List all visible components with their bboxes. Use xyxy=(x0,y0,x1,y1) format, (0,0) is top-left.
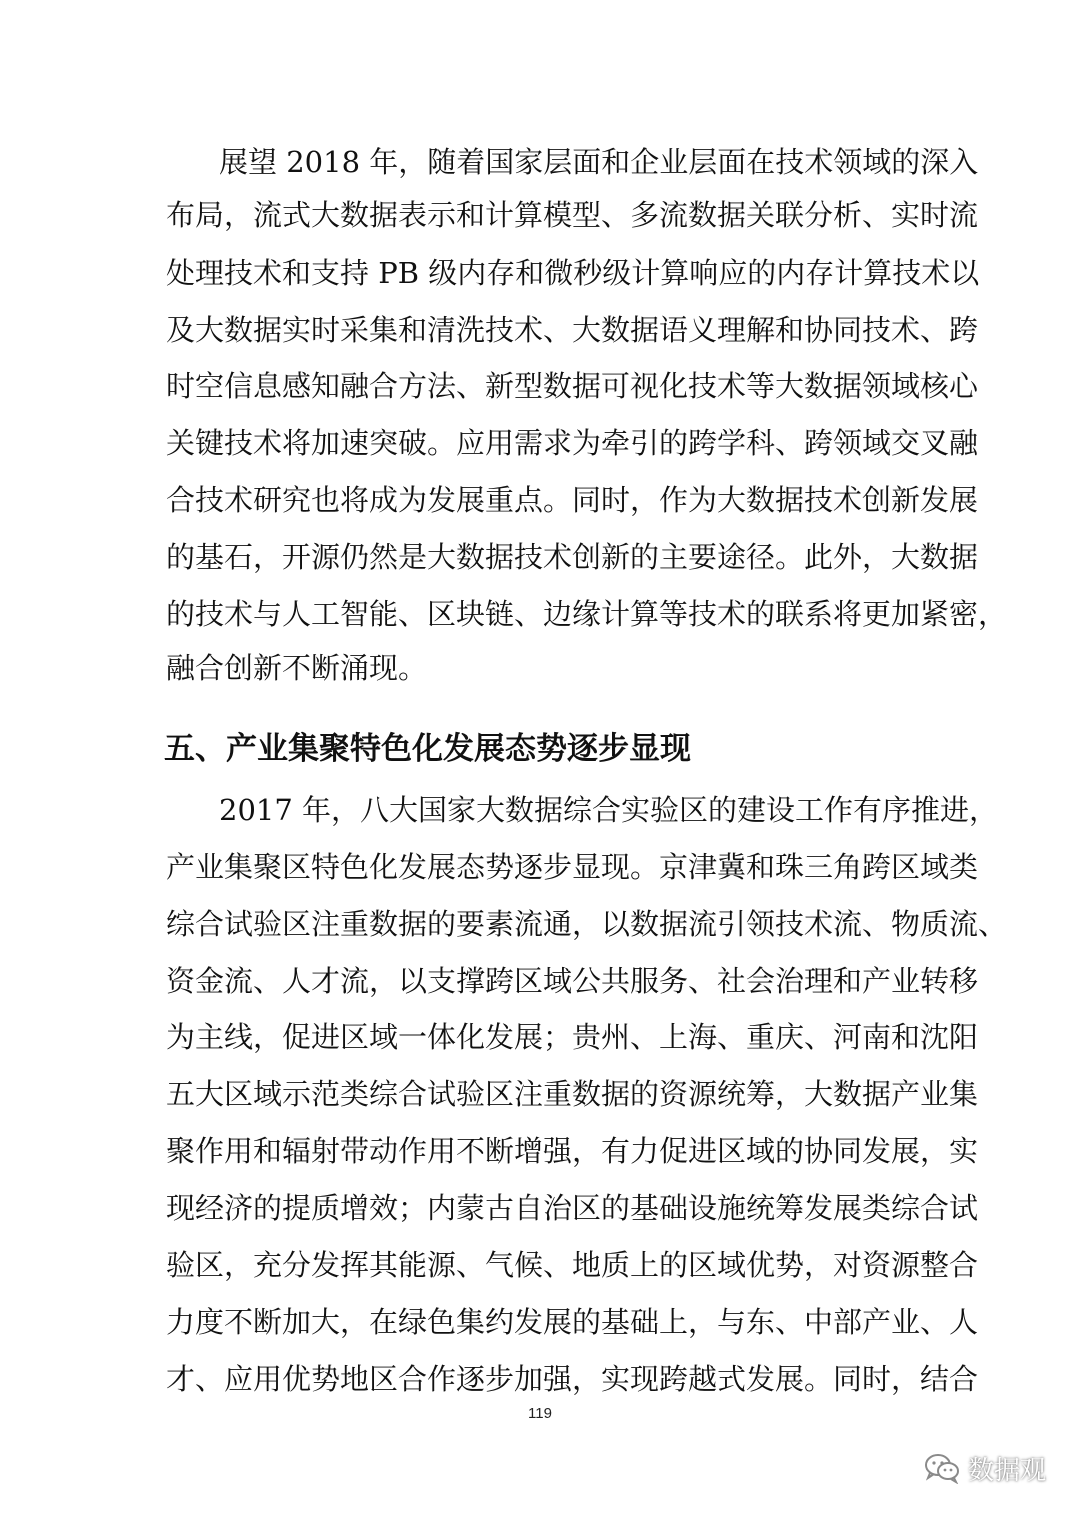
paragraph-2-line-11: 才、应用优势地区合作逐步加强，实现跨越式发展。同时，结合 xyxy=(166,1362,979,1396)
paragraph-1-line-8: 的基石，开源仍然是大数据技术创新的主要途径。此外，大数据 xyxy=(166,540,979,574)
paragraph-1-line-3: 处理技术和支持 PB 级内存和微秒级计算响应的内存计算技术以 xyxy=(166,256,980,290)
paragraph-1-line-1: 展望 2018 年，随着国家层面和企业层面在技术领域的深入 xyxy=(219,145,979,179)
paragraph-2-line-4: 资金流、人才流，以支撑跨区域公共服务、社会治理和产业转移 xyxy=(166,964,979,998)
paragraph-2-line-3: 综合试验区注重数据的要素流通，以数据流引领技术流、物质流、 xyxy=(166,907,1008,941)
paragraph-2-line-2: 产业集聚区特色化发展态势逐步显现。京津冀和珠三角跨区域类 xyxy=(166,850,979,884)
page-number: 119 xyxy=(528,1405,552,1422)
watermark xyxy=(924,1440,1046,1496)
paragraph-1-line-2: 布局，流式大数据表示和计算模型、多流数据关联分析、实时流 xyxy=(166,198,979,232)
paragraph-1-line-10: 融合创新不断涌现。 xyxy=(166,651,428,685)
paragraph-1-line-4: 及大数据实时采集和清洗技术、大数据语义理解和协同技术、跨 xyxy=(166,313,979,347)
paragraph-1-line-5: 时空信息感知融合方法、新型数据可视化技术等大数据领域核心 xyxy=(166,369,979,403)
section-heading: 五、产业集聚特色化发展态势逐步显现 xyxy=(164,731,691,767)
paragraph-2-line-10: 力度不断加大，在绿色集约发展的基础上，与东、中部产业、人 xyxy=(166,1305,979,1339)
paragraph-2-line-5: 为主线，促进区域一体化发展；贵州、上海、重庆、河南和沈阳 xyxy=(166,1020,979,1054)
paragraph-1-line-9: 的技术与人工智能、区块链、边缘计算等技术的联系将更加紧密， xyxy=(166,597,1008,631)
paragraph-2-line-9: 验区，充分发挥其能源、气候、地质上的区域优势，对资源整合 xyxy=(166,1248,979,1282)
wechat-icon xyxy=(924,1452,960,1484)
paragraph-2-line-8: 现经济的提质增效；内蒙古自治区的基础设施统筹发展类综合试 xyxy=(166,1191,979,1225)
watermark-text: 数据观 xyxy=(967,1455,1046,1486)
paragraph-1-line-7: 合技术研究也将成为发展重点。同时，作为大数据技术创新发展 xyxy=(166,483,979,517)
paragraph-2-line-6: 五大区域示范类综合试验区注重数据的资源统筹，大数据产业集 xyxy=(166,1077,979,1111)
paragraph-2-line-7: 聚作用和辐射带动作用不断增强，有力促进区域的协同发展，实 xyxy=(166,1134,979,1168)
paragraph-1-line-6: 关键技术将加速突破。应用需求为牵引的跨学科、跨领域交叉融 xyxy=(166,426,979,460)
paragraph-2-line-1: 2017 年，八大国家大数据综合实验区的建设工作有序推进， xyxy=(219,793,999,827)
